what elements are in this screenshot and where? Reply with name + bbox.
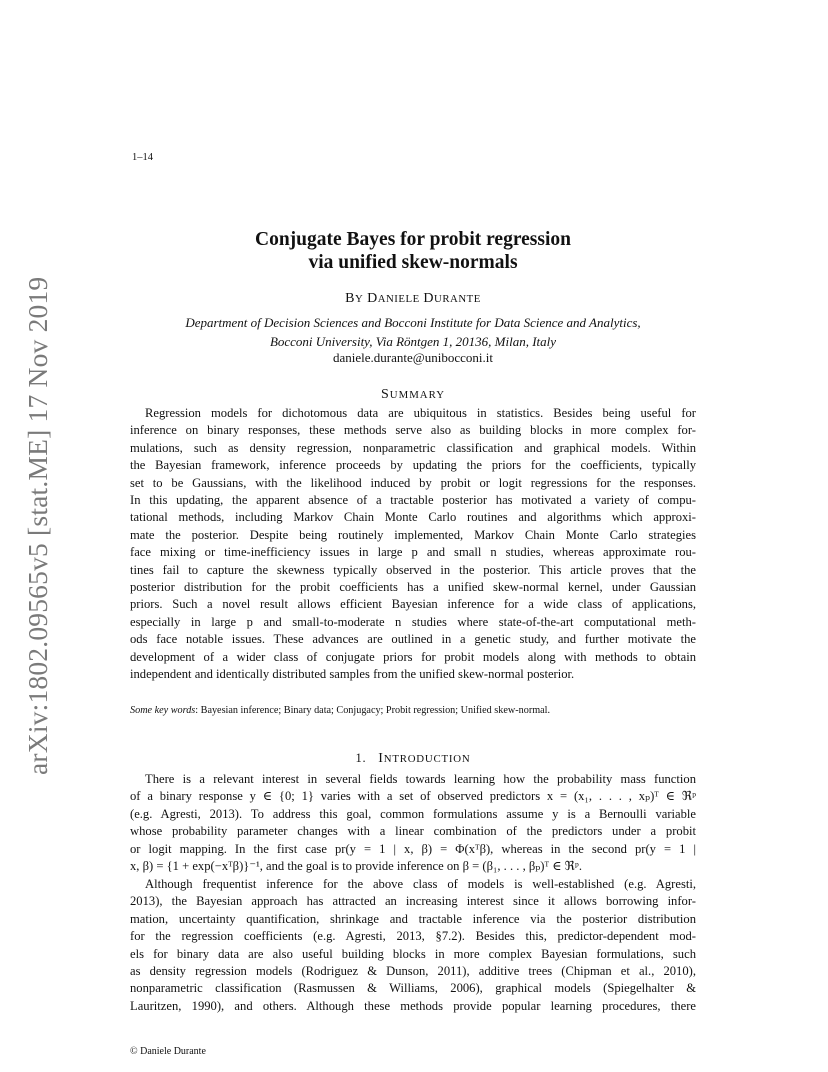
summary-line: mate the posterior. Despite being routinely implemented, Markov Chain Monte Carlo strategies [130,527,696,542]
intro-line: There is a relevant interest in several fields towards learning how the probability mass function [145,772,696,786]
summary-body [130,405,696,684]
summary-line: especially in large p and small-to-moderate n studies where state-of-the-art computational meth- [130,614,696,629]
summary-line: face mixing or time-inefficiency issues in large p and small n studies, whereas approximate rou- [130,545,696,560]
summary-line: set to be Gaussians, with the likelihood induced by probit or logit regressions for the responses. [130,475,696,490]
arxiv-stamp: arXiv:1802.09565v5 [stat.ME] 17 Nov 2019 [22,276,53,775]
affiliation-line-2: Bocconi University, Via Röntgen 1, 20136, Milan, Italy [269,334,557,349]
author-line [130,290,696,307]
summary-line: posterior distribution for the probit coefficients has a unified skew-normal kernel, under Gaussian [130,580,696,595]
section-number: 1. [355,751,367,765]
section-heading-introduction [130,751,696,767]
summary-line: tational methods, including Markov Chain Monte Carlo routines and algorithms which approxi- [130,510,696,525]
summary-line: In this updating, the apparent absence of a tractable posterior has motivated a variety of compu- [130,493,696,508]
affiliation-line-1: Department of Decision Sciences and Bocconi Institute for Data Science and Analytics, [185,315,641,330]
intro-line: mation, uncertainty quantification, shrinkage and tractable inference via the posterior distribution [130,911,696,926]
title-line-2: via unified skew-normals [308,252,518,273]
intro-line: Although frequentist inference for the above class of models is well-established (e.g. Agresti, [145,876,696,891]
paper-title [130,228,696,274]
intro-line: for the regression coefficients (e.g. Agresti, 2013, §7.2). Besides this, predictor-dependent mod- [130,929,696,944]
intro-line: or logit mapping. In the first case pr(y = 1 | x, β) = Φ(xᵀβ), whereas in the second pr(y = 1 | [130,841,696,856]
intro-line: as density regression models (Rodriguez & Dunson, 2011), additive trees (Chipman et al., 2010), [130,963,696,978]
intro-line: Lauritzen, 1990), and others. Although these methods provide popular learning procedures, there [130,998,696,1013]
author-last-initial: D [423,291,435,306]
summary-line: ods face notable issues. These advances are outlined in a genetic study, and further motivate the [130,632,696,647]
intro-lines [130,771,696,1015]
affiliation [130,313,696,351]
title-line-1: Conjugate Bayes for probit regression [255,229,571,250]
summary-heading [130,387,696,403]
summary-heading-rest: UMMARY [389,389,445,401]
keywords-label: Some key words [130,705,196,716]
intro-line: whose probability parameter changes with a linear combination of the predictors under a probit [130,824,696,839]
summary-line: mulations, such as density regression, nonparametric classification and graphical models. Within [130,440,696,455]
intro-line: nonparametric classification (Rasmussen & Williams, 2006), graphical models (Spiegelhalter & [130,981,696,996]
intro-line: of a binary response y ∈ {0; 1} varies with a set of observed predictors x = (x₁, . . . , xₚ)ᵀ ∈ ℜᵖ [130,789,696,804]
intro-line: 2013), the Bayesian approach has attracted an increasing interest since it allows borrowing infor- [130,894,696,909]
introduction-body [130,771,696,1015]
intro-line: els for binary data are also useful building blocks in more complex Bayesian formulations, such [130,946,696,961]
summary-line: Regression models for dichotomous data are ubiquitous in statistics. Besides being useful for [145,406,696,420]
summary-heading-initial: S [381,387,390,402]
keywords-text: : Bayesian inference; Binary data; Conjugacy; Probit regression; Unified skew-normal. [195,705,551,716]
summary-line: the Bayesian framework, inference proceeds by updating the priors for the coefficients, typically [130,458,696,473]
summary-lines [130,405,696,684]
summary-line: independent and identically distributed samples from the unified skew-normal posterior. [130,667,575,682]
author-by-initial: B [345,291,355,306]
summary-line: priors. Such a novel result allows efficient Bayesian inference for a wide class of applications, [130,597,696,612]
author-first-initial: D [367,291,378,306]
intro-line: x, β) = {1 + exp(−xᵀβ)}⁻¹, and the goal is to provide inference on β = (β₁, . . . , βₚ)ᵀ ∈ ℜᵖ. [130,859,582,874]
author-last-rest: URANTE [434,293,481,305]
keywords [130,704,696,718]
section-title-rest: NTRODUCTION [383,753,471,765]
intro-line: (e.g. Agresti, 2013). To address this goal, common formulations assume y is a Bernoulli variable [130,806,696,821]
summary-line: tines fail to capture the skewness typically observed in the posterior. This article proves that the [130,562,696,577]
summary-line: inference on binary responses, these methods serve also as building blocks in more complex for- [130,423,696,438]
author-first-rest: ANIELE [377,293,420,305]
section-title-initial: I [378,751,384,766]
author-by-rest: Y [355,293,364,305]
copyright-footer: © Daniele Durante [130,1046,206,1057]
author-email: daniele.durante@unibocconi.it [333,350,493,365]
summary-line: development of a wider class of conjugate priors for probit models along with methods to obtain [130,649,696,664]
page-range: 1–14 [132,152,153,163]
